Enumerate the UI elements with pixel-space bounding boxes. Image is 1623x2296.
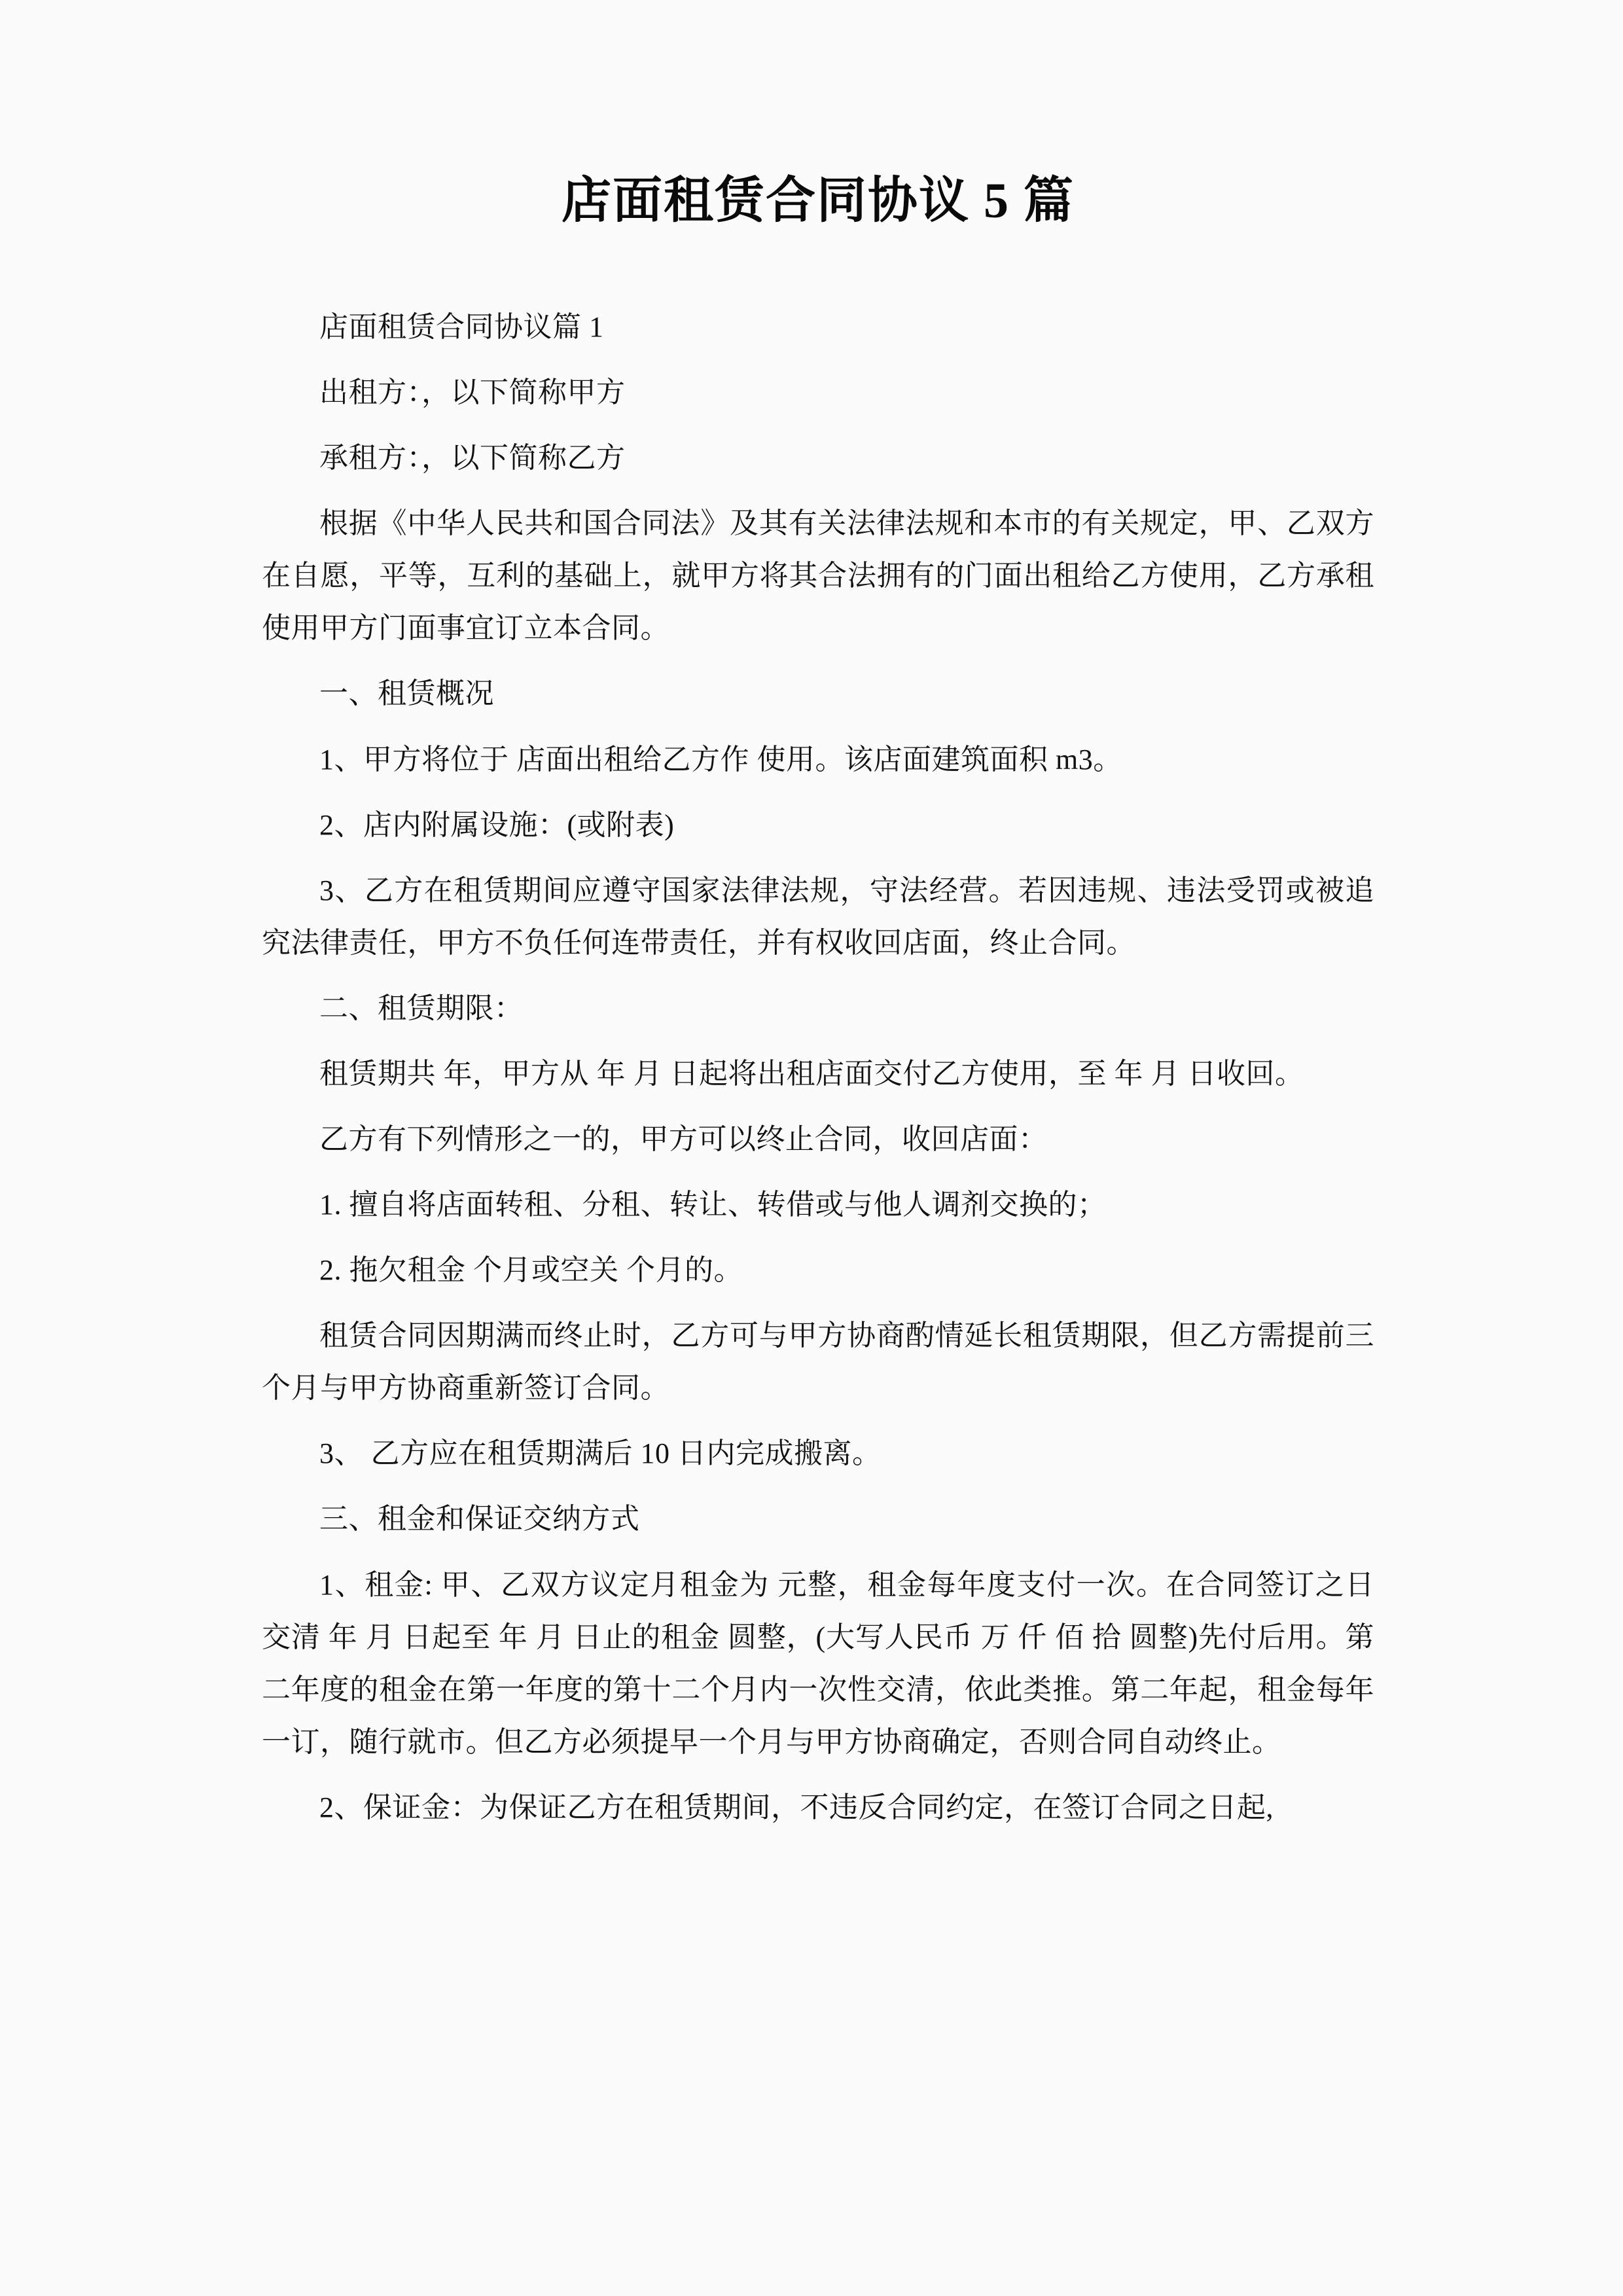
heading-section-1: 一、租赁概况 (319, 677, 494, 710)
paragraph-lessee-line: 承租方：，以下简称乙方 (319, 442, 626, 475)
paragraph-clause-1-3: 3、乙方在租赁期间应遵守国家法律法规，守法经营。若因违规、违法受罚或被追究法律责任，甲方不负任何连带责任，并有权收回店面，终止合同。 (262, 874, 1374, 959)
paragraph-clause-2-renew: 租赁合同因期满而终止时，乙方可与甲方协商酌情延长租赁期限，但乙方需提前三个月与甲方协商重新签订合同。 (262, 1319, 1374, 1405)
paragraph-clause-2-item-1: 1. 擅自将店面转租、分租、转让、转借或与他人调剂交换的； (319, 1189, 1107, 1221)
paragraph-clause-1-1: 1、甲方将位于 店面出租给乙方作 使用。该店面建筑面积 m3。 (319, 743, 1122, 776)
paragraph-preamble: 根据《中华人民共和国合同法》及其有关法律法规和本市的有关规定，甲、乙双方在自愿，平等，互利的基础上，就甲方将其合法拥有的门面出租给乙方使用，乙方承租使用甲方门面事宜订立本合同。 (262, 507, 1374, 645)
paragraph-clause-3-2: 2、保证金：为保证乙方在租赁期间，不违反合同约定，在签订合同之日起, (319, 1791, 1274, 1823)
heading-section-3: 三、租金和保证交纳方式 (319, 1503, 640, 1535)
heading-section-2: 二、租赁期限： (319, 992, 524, 1024)
paragraph-clause-2-item-3: 3、 乙方应在租赁期满后 10 日内完成搬离。 (319, 1437, 882, 1470)
paragraph-clause-3-1: 1、租金: 甲、乙双方议定月租金为 元整，租金每年度支付一次。在合同签订之日交清 年 月 日起至 年 月 日止的租金 圆整，(大写人民币 万 仟 佰 拾 圆整)先付后用。第二年度的租金在第一年度的第十二个月内一次性交清，依此类推。第二年起，租金每年一订，随行就市。但乙方必须提早一个月与甲方协商确定，否则合同自动终止。 (262, 1568, 1374, 1758)
paragraph-clause-2-lead: 乙方有下列情形之一的，甲方可以终止合同，收回店面： (319, 1123, 1048, 1156)
paragraph-subtitle-1: 店面租赁合同协议篇 1 (319, 311, 604, 343)
document-body (262, 164, 1374, 1834)
paragraph-lessor-line: 出租方：，以下简称甲方 (319, 376, 626, 409)
paragraph-clause-2-item-2: 2. 拖欠租金 个月或空关 个月的。 (319, 1254, 743, 1287)
paragraph-clause-1-2: 2、店内附属设施：(或附表) (319, 808, 675, 841)
paragraph-clause-2-term: 租赁期共 年，甲方从 年 月 日起将出租店面交付乙方使用，至 年 月 日收回。 (319, 1057, 1304, 1090)
page-title: 店面租赁合同协议 5 篇 (562, 173, 1075, 228)
